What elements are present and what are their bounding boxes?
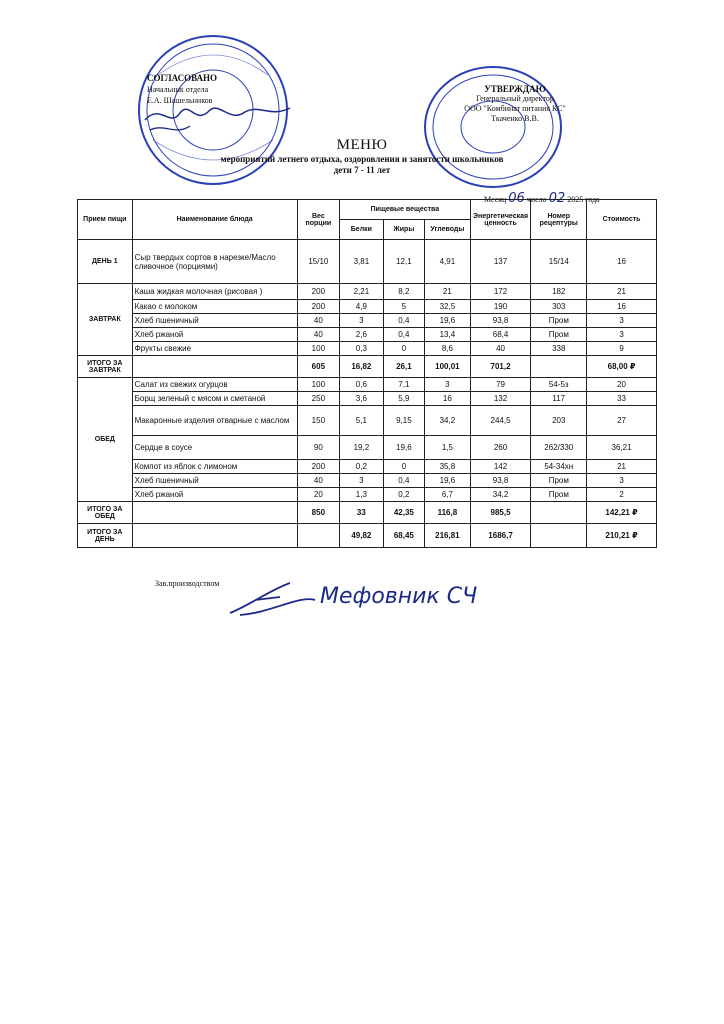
- dish-energy: 190: [470, 300, 531, 314]
- total-energy: 985,5: [470, 502, 531, 524]
- total-protein: 33: [340, 502, 384, 524]
- lunch-total-label: ИТОГО ЗА ОБЕД: [78, 502, 133, 524]
- dish-carbs: 8,6: [425, 342, 471, 356]
- header-meal: Прием пищи: [78, 200, 133, 240]
- table-row: [78, 488, 657, 502]
- subtitle-event: мероприятий летнего отдыха, оздоровления и занятости школьников: [220, 154, 504, 164]
- dish-protein: 3: [340, 314, 384, 328]
- dish-fat: 12,1: [383, 240, 424, 284]
- day-total-fat: 68,45: [383, 524, 424, 548]
- total-weight: 605: [297, 356, 340, 378]
- dish-weight: 20: [297, 488, 340, 502]
- table-row: [78, 300, 657, 314]
- dish-energy: 68,4: [470, 328, 531, 342]
- table-row: [78, 284, 657, 300]
- dish-name: Хлеб пшеничный: [132, 314, 297, 328]
- dish-carbs: 4,91: [425, 240, 471, 284]
- dish-name: Компот из яблок с лимоном: [132, 460, 297, 474]
- dish-cost: 3: [587, 314, 657, 328]
- dish-weight: 200: [297, 460, 340, 474]
- approved-block: [460, 84, 570, 124]
- dish-energy: 137: [470, 240, 531, 284]
- dish-weight: 200: [297, 284, 340, 300]
- dish-energy: 93,8: [470, 474, 531, 488]
- production-manager-signature: Мефовник СЧ: [320, 584, 478, 609]
- total-dish-empty: [132, 502, 297, 524]
- dish-recipe: Пром: [531, 328, 587, 342]
- dish-fat: 0,4: [383, 328, 424, 342]
- header-cost: Стоимость: [587, 200, 657, 240]
- dish-name: Какао с молоком: [132, 300, 297, 314]
- dish-weight: 40: [297, 328, 340, 342]
- dish-protein: 0,3: [340, 342, 384, 356]
- dish-recipe: 303: [531, 300, 587, 314]
- dish-fat: 5: [383, 300, 424, 314]
- table-row: [78, 240, 657, 284]
- dish-cost: 20: [587, 378, 657, 392]
- dish-weight: 15/10: [297, 240, 340, 284]
- day-total-energy: 1686,7: [470, 524, 531, 548]
- dish-protein: 0,6: [340, 378, 384, 392]
- header-carbs: Углеводы: [425, 220, 471, 240]
- dish-carbs: 16: [425, 392, 471, 406]
- dish-fat: 0: [383, 342, 424, 356]
- subtitle-age: дети 7 - 11 лет: [333, 165, 391, 175]
- dish-carbs: 32,5: [425, 300, 471, 314]
- production-manager-label: Зав.производством: [155, 579, 220, 588]
- dish-name: Сердце в соусе: [132, 436, 297, 460]
- header-dish: Наименование блюда: [132, 200, 297, 240]
- dish-carbs: 3: [425, 378, 471, 392]
- dish-weight: 200: [297, 300, 340, 314]
- dish-name: Фрукты свежие: [132, 342, 297, 356]
- dish-recipe: 203: [531, 406, 587, 436]
- total-recipe: [531, 502, 587, 524]
- dish-cost: 36,21: [587, 436, 657, 460]
- agreed-line2: Е.А. Шашельников: [147, 96, 213, 105]
- approved-line2: ООО "Комбинат питания КС": [464, 104, 566, 113]
- day-label: число: [526, 195, 547, 204]
- dish-recipe: Пром: [531, 488, 587, 502]
- dish-name: Хлеб ржаной: [132, 328, 297, 342]
- dish-protein: 2,21: [340, 284, 384, 300]
- menu-table: [77, 199, 657, 548]
- dish-protein: 1,3: [340, 488, 384, 502]
- dish-fat: 0: [383, 460, 424, 474]
- dish-carbs: 19,6: [425, 474, 471, 488]
- total-dish-empty: [132, 524, 297, 548]
- table-row: [78, 378, 657, 392]
- dish-name: Макаронные изделия отварные с маслом: [132, 406, 297, 436]
- agreed-line1: Начальник отдела: [147, 85, 209, 94]
- dish-recipe: Пром: [531, 474, 587, 488]
- table-row: [78, 314, 657, 328]
- header-fat: Жиры: [383, 220, 424, 240]
- breakfast-total-label: ИТОГО ЗА ЗАВТРАК: [78, 356, 133, 378]
- dish-cost: 3: [587, 474, 657, 488]
- dish-weight: 250: [297, 392, 340, 406]
- dish-energy: 244,5: [470, 406, 531, 436]
- dish-carbs: 21: [425, 284, 471, 300]
- dish-cost: 27: [587, 406, 657, 436]
- meal-breakfast: ЗАВТРАК: [78, 284, 133, 356]
- header-protein: Белки: [340, 220, 384, 240]
- approved-line3: Ткаченко В.В.: [491, 114, 539, 123]
- dish-fat: 19,6: [383, 436, 424, 460]
- total-recipe: [531, 356, 587, 378]
- table-day-total-row: [78, 524, 657, 548]
- total-cost: 142,21 ₽: [587, 502, 657, 524]
- dish-cost: 21: [587, 284, 657, 300]
- table-row: [78, 460, 657, 474]
- total-carbs: 100,01: [425, 356, 471, 378]
- dish-protein: 0,2: [340, 460, 384, 474]
- dish-protein: 3: [340, 474, 384, 488]
- total-dish-empty: [132, 356, 297, 378]
- total-carbs: 116,8: [425, 502, 471, 524]
- dish-protein: 3,81: [340, 240, 384, 284]
- dish-fat: 0,2: [383, 488, 424, 502]
- agreed-signature-icon: [140, 98, 300, 138]
- month-value: 06: [508, 191, 525, 206]
- dish-cost: 16: [587, 240, 657, 284]
- total-fat: 26,1: [383, 356, 424, 378]
- day-total-carbs: 216,81: [425, 524, 471, 548]
- table-row: [78, 474, 657, 488]
- dish-recipe: 117: [531, 392, 587, 406]
- page-title: МЕНЮ: [336, 137, 388, 153]
- dish-energy: 260: [470, 436, 531, 460]
- dish-name: Хлеб пшеничный: [132, 474, 297, 488]
- total-fat: 42,35: [383, 502, 424, 524]
- approved-heading: УТВЕРЖДАЮ: [484, 84, 546, 94]
- day-total-protein: 49,82: [340, 524, 384, 548]
- table-row: [78, 436, 657, 460]
- total-cost: 68,00 ₽: [587, 356, 657, 378]
- dish-name: Борщ зеленый с мясом и сметаной: [132, 392, 297, 406]
- dish-carbs: 34,2: [425, 406, 471, 436]
- dish-fat: 8,2: [383, 284, 424, 300]
- day-total-label: ИТОГО ЗА ДЕНЬ: [78, 524, 133, 548]
- day-value: 02: [548, 191, 566, 206]
- page-subtitle: [0, 154, 724, 176]
- dish-name: Сыр твердых сортов в нарезке/Масло сливочное (порциями): [132, 240, 297, 284]
- approved-line1: Генеральный директор: [476, 94, 554, 103]
- dish-name: Хлеб ржаной: [132, 488, 297, 502]
- agreed-heading: СОГЛАСОВАНО: [147, 73, 218, 83]
- dish-cost: 33: [587, 392, 657, 406]
- total-weight-empty: [297, 524, 340, 548]
- dish-fat: 5,9: [383, 392, 424, 406]
- day-label: ДЕНЬ 1: [78, 240, 133, 284]
- dish-cost: 2: [587, 488, 657, 502]
- dish-cost: 3: [587, 328, 657, 342]
- table-row: [78, 392, 657, 406]
- day-total-cost: 210,21 ₽: [587, 524, 657, 548]
- dish-protein: 19,2: [340, 436, 384, 460]
- table-row: [78, 328, 657, 342]
- dish-protein: 5,1: [340, 406, 384, 436]
- dish-name: Салат из свежих огурцов: [132, 378, 297, 392]
- dish-fat: 0,4: [383, 314, 424, 328]
- table-row: [78, 406, 657, 436]
- dish-energy: 93,8: [470, 314, 531, 328]
- dish-weight: 150: [297, 406, 340, 436]
- dish-cost: 16: [587, 300, 657, 314]
- dish-cost: 21: [587, 460, 657, 474]
- header-nutrients: Пищевые вещества: [340, 200, 471, 220]
- dish-recipe: 262/330: [531, 436, 587, 460]
- dish-protein: 2,6: [340, 328, 384, 342]
- dish-energy: 142: [470, 460, 531, 474]
- dish-protein: 4,9: [340, 300, 384, 314]
- dish-energy: 172: [470, 284, 531, 300]
- dish-name: Каша жидкая молочная (рисовая ): [132, 284, 297, 300]
- dish-carbs: 6,7: [425, 488, 471, 502]
- table-header-row: [78, 200, 657, 220]
- dish-recipe: 54-34хн: [531, 460, 587, 474]
- month-label: Месяц: [484, 195, 507, 204]
- dish-energy: 132: [470, 392, 531, 406]
- dish-weight: 100: [297, 378, 340, 392]
- table-row: [78, 342, 657, 356]
- dish-fat: 0,4: [383, 474, 424, 488]
- dish-cost: 9: [587, 342, 657, 356]
- dish-weight: 100: [297, 342, 340, 356]
- dish-weight: 90: [297, 436, 340, 460]
- dish-weight: 40: [297, 314, 340, 328]
- meal-lunch: ОБЕД: [78, 378, 133, 502]
- dish-carbs: 1,5: [425, 436, 471, 460]
- total-energy: 701,2: [470, 356, 531, 378]
- table-total-row: [78, 502, 657, 524]
- day-total-recipe-empty: [531, 524, 587, 548]
- table-total-row: [78, 356, 657, 378]
- header-energy: Энергетическая ценность: [470, 200, 531, 240]
- dish-recipe: 15/14: [531, 240, 587, 284]
- dish-recipe: 338: [531, 342, 587, 356]
- dish-recipe: 54-5з: [531, 378, 587, 392]
- dish-protein: 3,6: [340, 392, 384, 406]
- dish-recipe: 182: [531, 284, 587, 300]
- dish-carbs: 35,8: [425, 460, 471, 474]
- total-weight: 850: [297, 502, 340, 524]
- header-weight: Вес порции: [297, 200, 340, 240]
- header-recipe: Номер рецептуры: [531, 200, 587, 240]
- dish-recipe: Пром: [531, 314, 587, 328]
- dish-energy: 40: [470, 342, 531, 356]
- year-label: 2025 года: [567, 195, 600, 204]
- dish-carbs: 19,6: [425, 314, 471, 328]
- dish-fat: 7,1: [383, 378, 424, 392]
- dish-energy: 79: [470, 378, 531, 392]
- dish-weight: 40: [297, 474, 340, 488]
- total-protein: 16,82: [340, 356, 384, 378]
- dish-fat: 9,15: [383, 406, 424, 436]
- dish-carbs: 13,4: [425, 328, 471, 342]
- dish-energy: 34,2: [470, 488, 531, 502]
